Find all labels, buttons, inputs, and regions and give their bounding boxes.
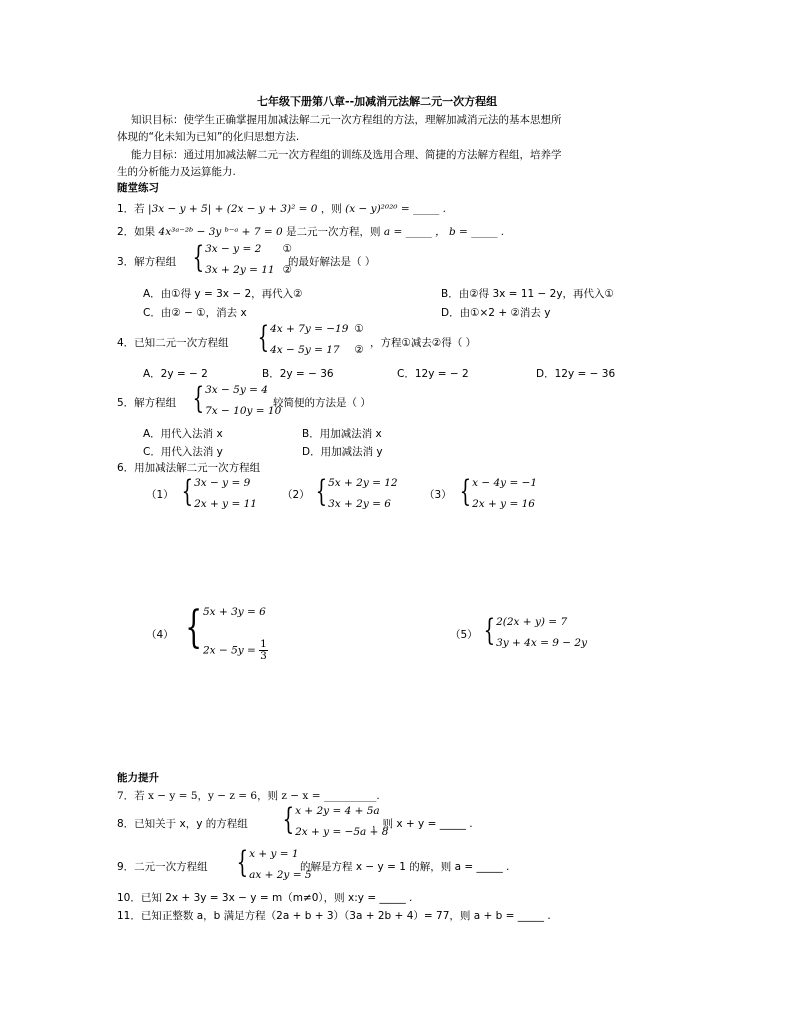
question-9-suffix: 的解是方程 x − y = 1 的解，则 a = _____ . bbox=[300, 861, 510, 873]
page-title: 七年级下册第八章--加减消元法解二元一次方程组 bbox=[257, 95, 498, 108]
question-1: 1．若 |3x − y + 5| + (2x − y + 3)² = 0 ，则 (x − y)²⁰²⁰ = _____ . bbox=[117, 203, 446, 215]
question-7: 7．若 x − y = 5，y − z = 6，则 z − x = __________. bbox=[117, 790, 380, 802]
q4-option-b: B．2y = − 36 bbox=[262, 368, 334, 380]
question-6-prompt: 6．用加减法解二元一次方程组 bbox=[117, 462, 261, 474]
brace-icon: { bbox=[282, 802, 295, 837]
question-3-suffix: 的最好解法是（ ） bbox=[288, 256, 376, 268]
ability-goal-line2: 生的分析能力及运算能力. bbox=[117, 166, 236, 178]
q4-option-d: D．12y = − 36 bbox=[536, 368, 616, 380]
q6-part-4-label: （4） bbox=[146, 629, 174, 641]
fraction: $\frac{1}{3}$ bbox=[260, 638, 267, 662]
knowledge-goal-line2: 体现的“化未知为已知”的化归思想方法. bbox=[117, 131, 300, 143]
question-2: 2．如果 4x³ᵃ⁻²ᵇ − 3y ᵇ⁻ᵃ + 7 = 0 是二元一次方程，则 a = _____ ， b = _____ . bbox=[117, 226, 505, 238]
q5-option-d: D．用加减法消 y bbox=[302, 446, 383, 458]
q5-option-a: A．用代入法消 x bbox=[143, 428, 223, 440]
question-8-prompt: 8．已知关于 x，y 的方程组 bbox=[117, 818, 248, 830]
question-5-suffix: 较简便的方法是（ ） bbox=[273, 397, 371, 409]
question-5-system: { 3x − 5y = 4 7x − 10y = 10 bbox=[192, 381, 282, 417]
q4-option-c: C．12y = − 2 bbox=[397, 368, 469, 380]
knowledge-goal-line1: 知识目标：使学生正确掌握用加减法解二元一次方程组的方法，理解加减消元法的基本思想所 bbox=[131, 114, 562, 126]
q3-option-a: A．由①得 y = 3x − 2，再代入② bbox=[143, 288, 303, 300]
brace-icon: { bbox=[192, 381, 205, 416]
q3-option-b: B．由②得 3x = 11 − 2y，再代入① bbox=[441, 288, 614, 300]
section-title-practice: 随堂练习 bbox=[117, 182, 159, 194]
section-title-advanced: 能力提升 bbox=[117, 772, 159, 784]
ability-goal-line1: 能力目标：通过用加减法解二元一次方程组的训练及选用合理、简捷的方法解方程组，培养学 bbox=[131, 149, 562, 161]
question-3-prompt: 3．解方程组 bbox=[117, 256, 177, 268]
q6-part-2-system: { 5x + 2y = 12 3x + 2y = 6 bbox=[315, 474, 398, 510]
question-4-prompt: 4．已知二元一次方程组 bbox=[117, 337, 229, 349]
q6-part-1-system: { 3x − y = 9 2x + y = 11 bbox=[181, 474, 257, 510]
q5-option-c: C．用代入法消 y bbox=[143, 446, 223, 458]
question-4-suffix: ，方程①减去②得（ ） bbox=[370, 337, 477, 349]
question-4-system: { 4x + 7y = −19 4x − 5y = 17 ① ② bbox=[257, 320, 364, 356]
question-9-prompt: 9．二元一次方程组 bbox=[117, 861, 208, 873]
brace-icon: { bbox=[315, 474, 328, 509]
brace-icon: { bbox=[181, 474, 194, 509]
q6-part-4-eq2: 2x − 5y = $\frac{1}{3}$ bbox=[203, 638, 267, 662]
question-9-system: { x + y = 1 ax + 2y = 5 bbox=[236, 845, 312, 881]
q6-part-3-label: （3） bbox=[424, 489, 452, 501]
q5-option-b: B．用加减法消 x bbox=[302, 428, 382, 440]
question-8-suffix: ，则 x + y = _____ . bbox=[372, 818, 473, 830]
q6-part-3-system: { x − 4y = −1 2x + y = 16 bbox=[459, 474, 538, 510]
q6-part-5-system: { 2(2x + y) = 7 3y + 4x = 9 − 2y bbox=[483, 613, 588, 649]
brace-icon: { bbox=[483, 613, 496, 648]
question-11: 11．已知正整数 a，b 满足方程（2a + b + 3）（3a + 2b + 4）= 77，则 a + b = _____ . bbox=[117, 910, 551, 922]
q6-part-4-system: { 5x + 3y = 6 2x − 5y = $\frac{1}{3}$ bbox=[185, 602, 267, 662]
q6-part-2-label: （2） bbox=[282, 489, 310, 501]
brace-icon: { bbox=[236, 845, 249, 880]
brace-icon: { bbox=[192, 240, 205, 275]
question-10: 10．已知 2x + 3y = 3x − y = m（m≠0），则 x:y = _____ . bbox=[117, 892, 413, 904]
question-3-system: { 3x − y = 2 3x + 2y = 11 ① ② bbox=[192, 240, 293, 276]
brace-icon: { bbox=[185, 602, 202, 653]
q6-part-5-label: （5） bbox=[450, 629, 478, 641]
question-5-prompt: 5．解方程组 bbox=[117, 397, 177, 409]
brace-icon: { bbox=[459, 474, 472, 509]
q3-option-c: C．由② − ①，消去 x bbox=[143, 307, 247, 319]
q3-option-d: D．由①×2 + ②消去 y bbox=[441, 307, 551, 319]
q6-part-1-label: （1） bbox=[146, 489, 174, 501]
question-8-system: { x + 2y = 4 + 5a 2x + y = −5a + 8 bbox=[282, 802, 389, 838]
brace-icon: { bbox=[257, 320, 270, 355]
q4-option-a: A．2y = − 2 bbox=[143, 368, 208, 380]
